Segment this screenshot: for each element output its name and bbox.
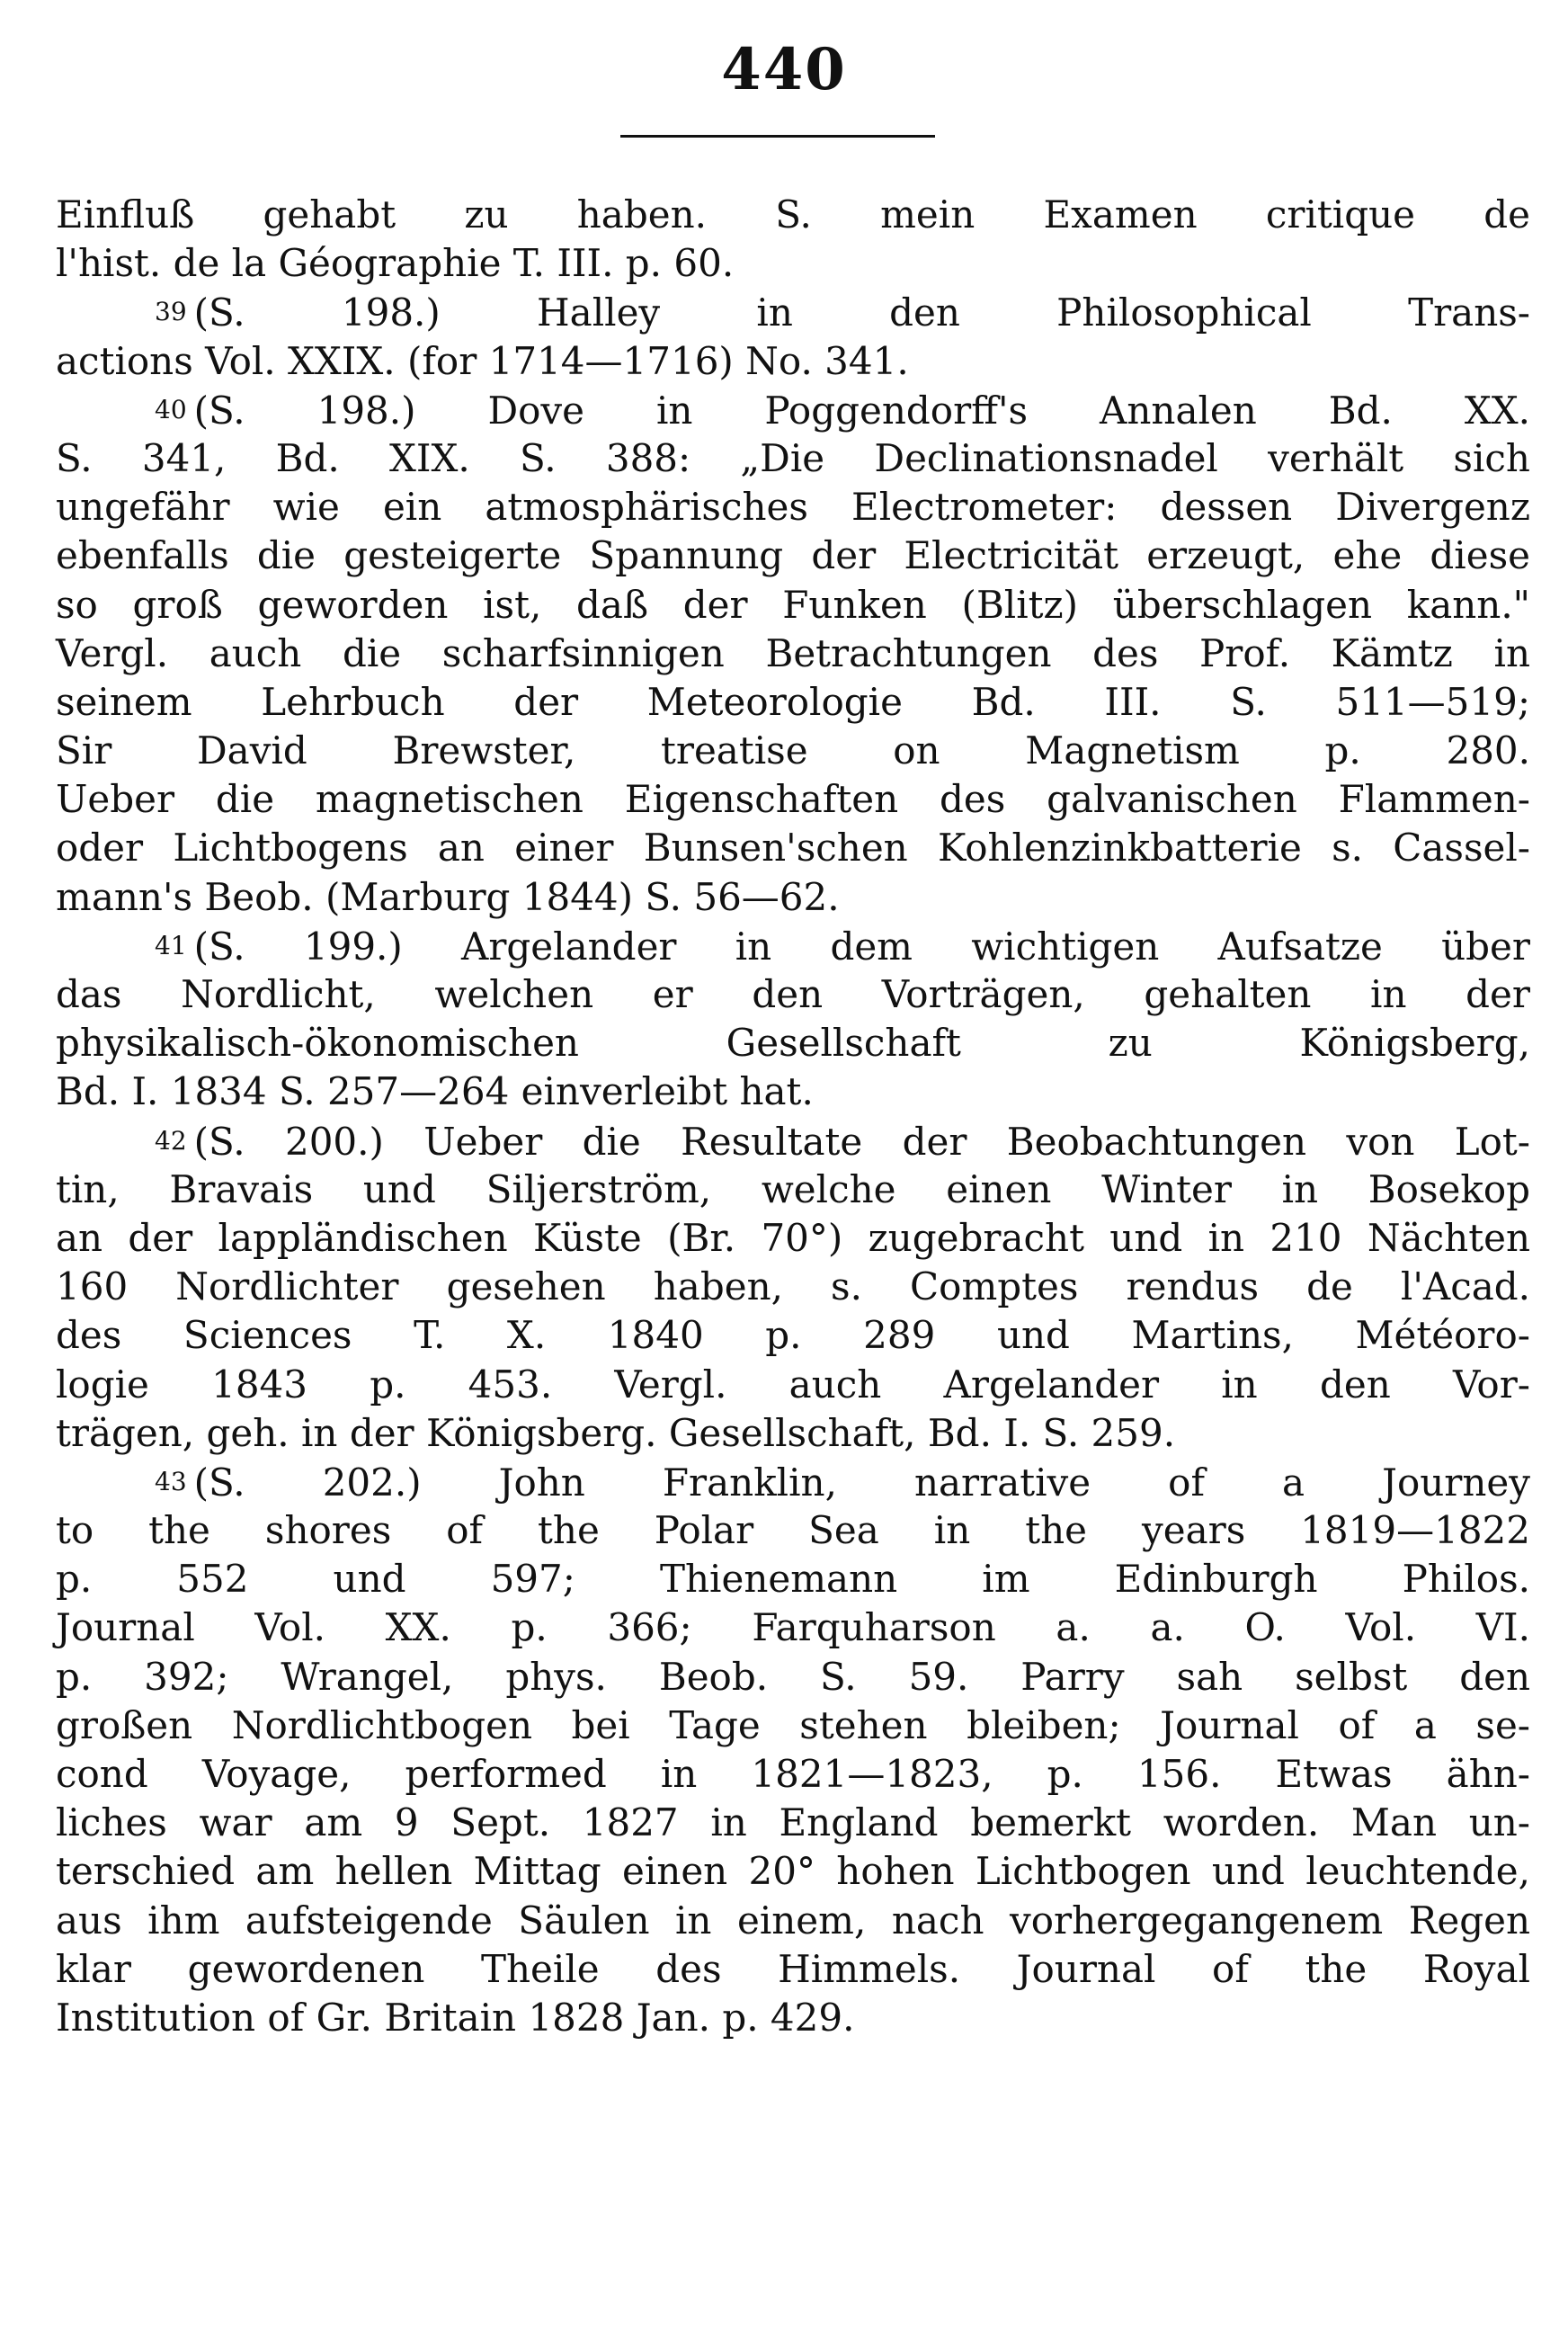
footnote-text: (S. 198.) Dove in Poggendorff's Annalen Bd. XX.	[193, 388, 1530, 433]
text-line: Sir David Brewster, treatise on Magnetism p. 280.	[56, 728, 1530, 773]
footnote-text: (S. 200.) Ueber die Resultate der Beobachtungen von Lot-	[193, 1119, 1530, 1164]
footnote-text: (S. 198.) Halley in den Philosophical Trans-	[193, 290, 1530, 335]
footnote-number: 41	[155, 930, 187, 960]
text-line: S. 341, Bd. XIX. S. 388: „Die Declinationsnadel verhält sich	[56, 435, 1530, 480]
text-line: Journal Vol. XX. p. 366; Farquharson a. a. O. Vol. VI.	[56, 1605, 1530, 1650]
text-line: tin, Bravais und Siljerström, welche einen Winter in Bosekop	[56, 1166, 1530, 1211]
text-line: des Sciences T. X. 1840 p. 289 und Martins, Météoro-	[56, 1313, 1530, 1358]
text-line: das Nordlicht, welchen er den Vorträgen, gehalten in der	[56, 972, 1530, 1016]
text-line: p. 392; Wrangel, phys. Beob. S. 59. Parry sah selbst den	[56, 1654, 1530, 1699]
footnote-number: 39	[155, 297, 187, 327]
footnote-text: (S. 199.) Argelander in dem wichtigen Aufsatze über	[193, 924, 1530, 969]
text-line: Einfluß gehabt zu haben. S. mein Examen critique de	[56, 192, 1530, 237]
text-line: actions Vol. XXIX. (for 1714—1716) No. 341.	[56, 338, 909, 383]
footnote-41-first-line	[56, 922, 1530, 970]
text-line: l'hist. de la Géographie T. III. p. 60.	[56, 241, 735, 286]
footnote-40-first-line	[56, 386, 1530, 434]
text-line: cond Voyage, performed in 1821—1823, p. 156. Etwas ähn-	[56, 1752, 1530, 1796]
text-line: großen Nordlichtbogen bei Tage stehen bleiben; Journal of a se-	[56, 1702, 1530, 1747]
text-line: terschied am hellen Mittag einen 20° hohen Lichtbogen und leuchtende,	[56, 1849, 1530, 1894]
footnote-number: 42	[155, 1125, 187, 1156]
page-number: 440	[721, 36, 847, 103]
footnote-43-first-line	[56, 1458, 1530, 1506]
footnote-42-first-line	[56, 1117, 1530, 1166]
text-line: physikalisch-ökonomischen Gesellschaft zu Königsberg,	[56, 1021, 1530, 1066]
footnote-39-first-line	[56, 288, 1530, 336]
text-line: to the shores of the Polar Sea in the years 1819—1822	[56, 1508, 1530, 1553]
text-line: an der lappländischen Küste (Br. 70°) zugebracht und in 210 Nächten	[56, 1215, 1530, 1260]
text-line: ungefähr wie ein atmosphärisches Electrometer: dessen Divergenz	[56, 485, 1530, 530]
text-line: Institution of Gr. Britain 1828 Jan. p. 429.	[56, 1995, 855, 2040]
text-line: Vergl. auch die scharfsinnigen Betrachtungen des Prof. Kämtz in	[56, 630, 1530, 675]
text-line: seinem Lehrbuch der Meteorologie Bd. III. S. 511—519;	[56, 679, 1530, 724]
text-line: Bd. I. 1834 S. 257—264 einverleibt hat.	[56, 1069, 814, 1114]
text-line: liches war am 9 Sept. 1827 in England bemerkt worden. Man un-	[56, 1800, 1530, 1845]
text-line: 160 Nordlichter gesehen haben, s. Comptes rendus de l'Acad.	[56, 1264, 1530, 1309]
text-line: klar gewordenen Theile des Himmels. Journal of the Royal	[56, 1946, 1530, 1991]
text-line: p. 552 und 597; Thienemann im Edinburgh Philos.	[56, 1557, 1530, 1602]
text-line: oder Lichtbogens an einer Bunsen'schen Kohlenzinkbatterie s. Cassel-	[56, 826, 1530, 871]
header-rule	[620, 135, 935, 138]
text-line: ebenfalls die gesteigerte Spannung der Electricität erzeugt, ehe diese	[56, 533, 1530, 578]
text-line: mann's Beob. (Marburg 1844) S. 56—62.	[56, 874, 840, 919]
footnote-number: 43	[155, 1466, 187, 1496]
text-line: so groß geworden ist, daß der Funken (Blitz) überschlagen kann."	[56, 582, 1530, 627]
footnote-number: 40	[155, 394, 187, 424]
footnote-text: (S. 202.) John Franklin, narrative of a Journey	[193, 1460, 1530, 1505]
text-line: trägen, geh. in der Königsberg. Gesellschaft, Bd. I. S. 259.	[56, 1410, 1176, 1455]
footnotes-block	[56, 191, 1530, 2042]
text-line: aus ihm aufsteigende Säulen in einem, nach vorhergegangenem Regen	[56, 1898, 1530, 1942]
text-line: logie 1843 p. 453. Vergl. auch Argelander in den Vor-	[56, 1362, 1530, 1407]
text-line: Ueber die magnetischen Eigenschaften des galvanischen Flammen-	[56, 777, 1530, 822]
